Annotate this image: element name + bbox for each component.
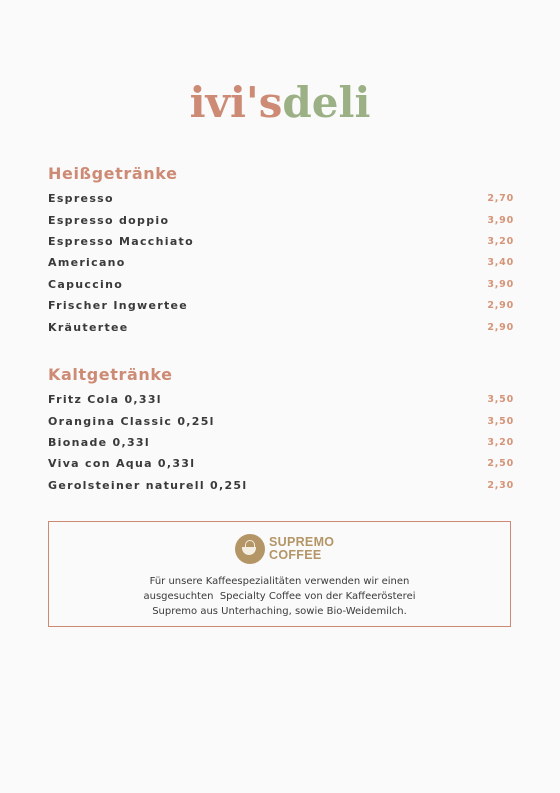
menu-item	[48, 295, 514, 316]
item-name: Gerolsteiner naturell 0,25l	[48, 478, 248, 492]
item-price: 2,30	[487, 479, 514, 491]
section-title-hot-drinks: Heißgetränke	[48, 164, 178, 183]
ivis-deli-logo	[0, 78, 560, 128]
menu-item	[48, 252, 514, 273]
hot-drinks-list	[48, 188, 514, 338]
logo-part-ivis: ivi's	[189, 78, 283, 127]
item-price: 3,50	[487, 394, 514, 406]
item-name: Espresso doppio	[48, 213, 170, 227]
brand-line-1: SUPREMO	[269, 535, 335, 549]
item-price: 3,90	[487, 214, 514, 226]
menu-item	[48, 188, 514, 209]
menu-item	[48, 475, 514, 496]
menu-item	[48, 274, 514, 295]
item-name: Americano	[48, 256, 126, 270]
supremo-brand-text	[269, 536, 334, 562]
item-name: Espresso	[48, 192, 114, 206]
logo-part-deli: deli	[282, 78, 371, 127]
item-price: 3,90	[487, 278, 514, 290]
cold-drinks-list	[48, 389, 514, 496]
menu-item	[48, 432, 514, 453]
item-price: 2,90	[487, 300, 514, 312]
menu-item	[48, 316, 514, 337]
coffee-info-text	[49, 574, 510, 619]
item-price: 3,50	[487, 415, 514, 427]
coffee-cup-icon	[235, 534, 265, 564]
brand-line-2: COFFEE	[269, 548, 322, 562]
item-price: 3,20	[487, 235, 514, 247]
item-name: Fritz Cola 0,33l	[48, 393, 162, 407]
item-name: Bionade 0,33l	[48, 435, 150, 449]
info-text-line: ausgesuchten Specialty Coffee von der Kaffeerösterei	[143, 591, 416, 602]
menu-item	[48, 209, 514, 230]
section-title-cold-drinks: Kaltgetränke	[48, 365, 173, 384]
item-price: 3,40	[487, 257, 514, 269]
item-name: Kräutertee	[48, 320, 129, 334]
item-price: 3,20	[487, 436, 514, 448]
info-text-line: Supremo aus Unterhaching, sowie Bio-Weidemilch.	[152, 606, 407, 617]
item-name: Espresso Macchiato	[48, 234, 194, 248]
menu-item	[48, 453, 514, 474]
item-name: Viva con Aqua 0,33l	[48, 457, 196, 471]
item-name: Capuccino	[48, 277, 124, 291]
info-text-line: Für unsere Kaffeespezialitäten verwenden wir einen	[149, 576, 410, 587]
supremo-coffee-logo	[235, 532, 335, 566]
menu-item	[48, 231, 514, 252]
item-name: Frischer Ingwertee	[48, 299, 189, 313]
menu-item	[48, 389, 514, 410]
item-name: Orangina Classic 0,25l	[48, 414, 215, 428]
menu-item	[48, 410, 514, 431]
coffee-info-box	[48, 521, 511, 627]
item-price: 2,50	[487, 458, 514, 470]
item-price: 2,90	[487, 321, 514, 333]
item-price: 2,70	[487, 193, 514, 205]
